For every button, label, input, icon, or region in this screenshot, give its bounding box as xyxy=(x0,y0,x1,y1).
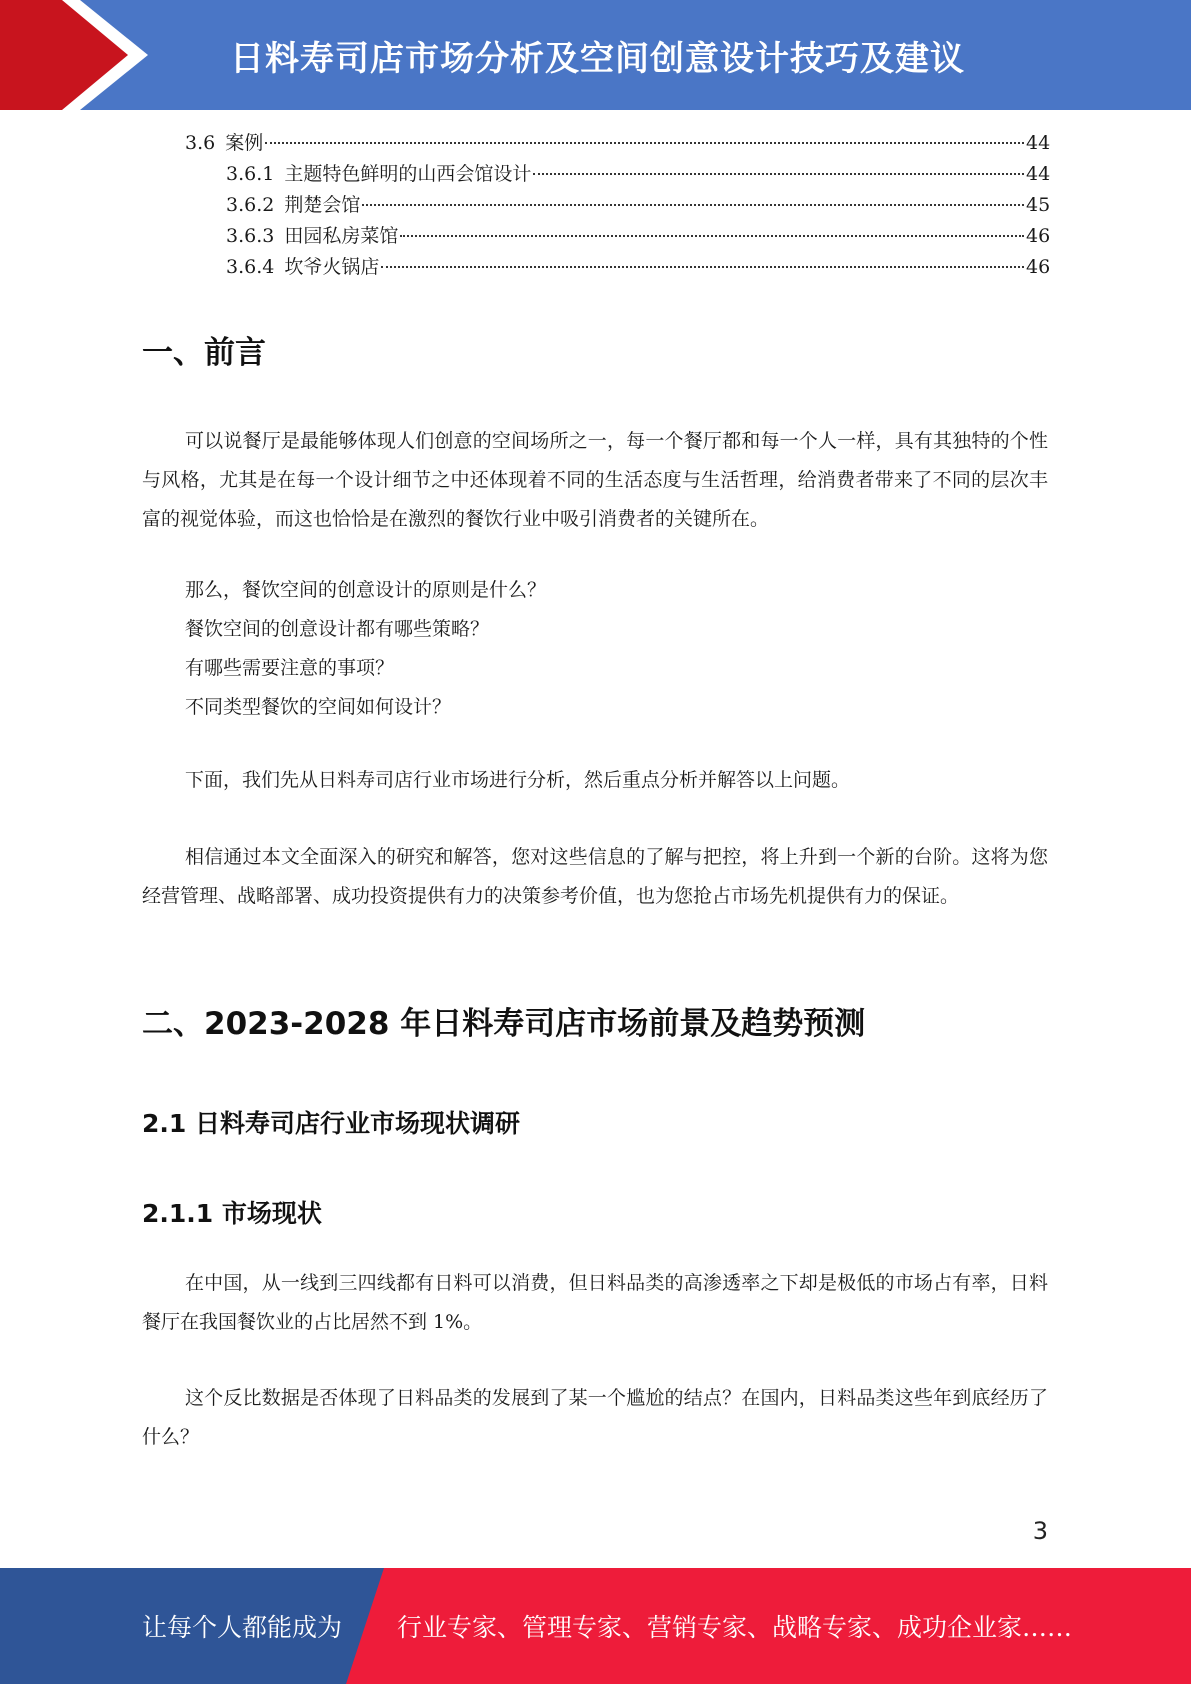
preface-paragraph-2: 下面，我们先从日料寿司店行业市场进行分析，然后重点分析并解答以上问题。 xyxy=(185,769,851,791)
toc-entry[interactable] xyxy=(226,221,1051,253)
toc-entry-label: 案例 xyxy=(225,132,264,154)
header-title: 日料寿司店市场分析及空间创意设计技巧及建议 xyxy=(230,38,965,79)
toc-entry-page: 46 xyxy=(1026,225,1051,247)
page-footer xyxy=(0,1568,1191,1684)
subsection-heading-2-1-1: 2.1.1 市场现状 xyxy=(142,1199,322,1228)
preface-paragraph-3: 相信通过本文全面深入的研究和解答，您对这些信息的了解与把控，将上升到一个新的台阶。这将为您经营管理、战略部署、成功投资提供有力的决策参考价值，也为您抢占市场先机提供有力的保证。 xyxy=(142,846,1048,907)
toc-entry-number: 3.6.3 xyxy=(226,225,275,247)
toc-entry[interactable] xyxy=(226,190,1051,222)
preface-question: 不同类型餐饮的空间如何设计？ xyxy=(185,696,452,718)
toc-entry-label: 主题特色鲜明的山西会馆设计 xyxy=(284,163,532,185)
footer-slogan-left: 让每个人都能成为 xyxy=(142,1613,343,1642)
toc-leader xyxy=(400,235,1024,237)
section-heading-preface: 一、前言 xyxy=(142,335,266,371)
toc-entry[interactable] xyxy=(185,128,1051,160)
preface-paragraph-1: 可以说餐厅是最能够体现人们创意的空间场所之一，每一个餐厅都和每一个人一样，具有其独特的个性与风格，尤其是在每一个设计细节之中还体现着不同的生活态度与生活哲理，给消费者带来了不同的层次丰富的视觉体验，而这也恰恰是在激烈的餐饮行业中吸引消费者的关键所在。 xyxy=(142,430,1048,530)
toc-leader xyxy=(533,173,1024,175)
market-status-paragraph-2: 这个反比数据是否体现了日料品类的发展到了某一个尴尬的结点？在国内，日料品类这些年到底经历了什么？ xyxy=(142,1387,1048,1448)
toc-entry-page: 44 xyxy=(1026,163,1051,185)
toc-entry-number: 3.6 xyxy=(185,132,216,154)
toc-entry-number: 3.6.2 xyxy=(226,194,275,216)
toc-entry[interactable] xyxy=(226,252,1051,284)
toc-entry[interactable] xyxy=(226,159,1051,191)
market-status-paragraph-1: 在中国，从一线到三四线都有日料可以消费，但日料品类的高渗透率之下却是极低的市场占有率，日料餐厅在我国餐饮业的占比居然不到 1%。 xyxy=(142,1272,1048,1333)
toc-entry-label: 坎爷火锅店 xyxy=(284,256,380,278)
toc-leader xyxy=(265,142,1024,144)
toc-entry-number: 3.6.1 xyxy=(226,163,275,185)
page-number: 3 xyxy=(1032,1517,1048,1545)
toc-entry-number: 3.6.4 xyxy=(226,256,275,278)
preface-question: 那么，餐饮空间的创意设计的原则是什么？ xyxy=(185,579,547,601)
toc-entry-page: 46 xyxy=(1026,256,1051,278)
page-header xyxy=(0,0,1191,110)
section-heading-forecast: 二、2023-2028 年日料寿司店市场前景及趋势预测 xyxy=(142,1006,866,1042)
preface-question: 餐饮空间的创意设计都有哪些策略？ xyxy=(185,618,490,640)
toc-entry-label: 田园私房菜馆 xyxy=(284,225,399,247)
toc-leader xyxy=(362,204,1024,206)
preface-question: 有哪些需要注意的事项？ xyxy=(185,657,395,679)
subsection-heading-2-1: 2.1 日料寿司店行业市场现状调研 xyxy=(142,1109,520,1138)
toc-entry-page: 45 xyxy=(1026,194,1051,216)
footer-slogan-right: 行业专家、管理专家、营销专家、战略专家、成功企业家…… xyxy=(397,1613,1073,1642)
toc-entry-page: 44 xyxy=(1026,132,1051,154)
toc-entry-label: 荆楚会馆 xyxy=(284,194,361,216)
toc-leader xyxy=(381,266,1024,268)
